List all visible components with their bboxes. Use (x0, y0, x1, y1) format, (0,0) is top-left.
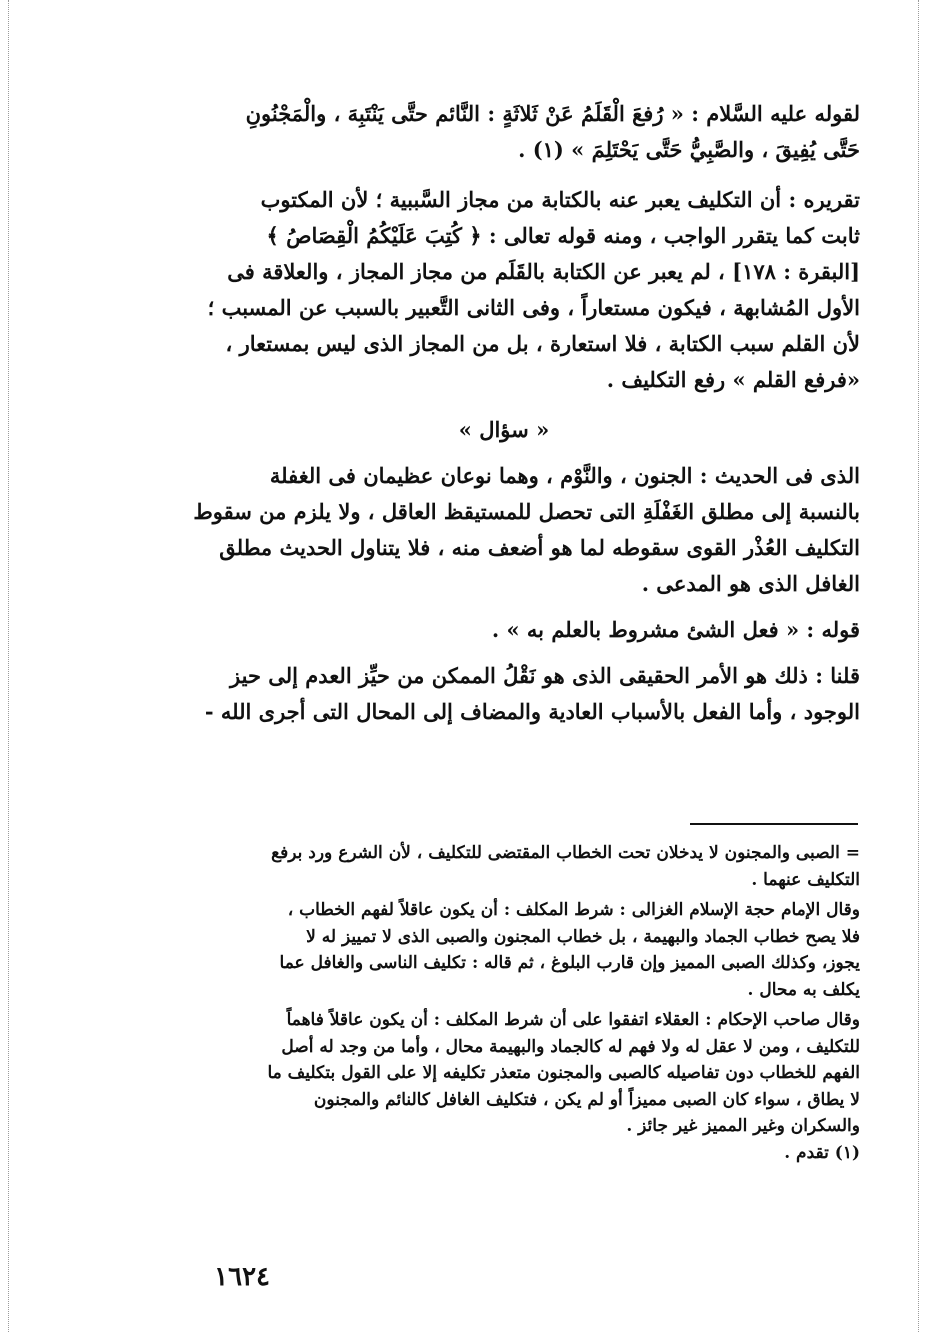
footnote-line: فلا يصح خطاب الجماد والبهيمة ، بل خطاب المجنون والصبى الذى لا تمييز له لا (306, 926, 860, 947)
paragraph-qulna (148, 658, 860, 730)
text-line: قوله : « فعل الشئ مشروط بالعلم به » . (491, 617, 860, 642)
heading-text: « سؤال » (458, 417, 550, 442)
text-line: التكليف العُذْر القوى سقوطه لما هو أضعف منه ، فلا يتناول الحديث مطلق (219, 535, 860, 560)
footnotes (148, 840, 860, 1166)
text-line: الوجود ، وأما الفعل بالأسباب العادية والمضاف إلى المحال التى أجرى الله - (204, 699, 860, 724)
footnote-line: يكلف به محال . (747, 979, 860, 1000)
footnote-line: التكليف عنهما . (751, 869, 860, 890)
footnote-line: للتكليف ، ومن لا عقل له ولا فهم له كالجماد والبهيمة محال ، وأما من وجد له أصل (281, 1036, 860, 1057)
footnote-line: لا يطاق ، سواء كان الصبى مميزاً أو لم يكن ، فتكليف الغافل كالنائم والمجنون (313, 1089, 860, 1110)
text-line: حَتَّى يُفِيقَ ، والصَّبِيُّ حَتَّى يَحْتَلِمَ » (١) . (518, 137, 860, 162)
left-margin-dotted-line (8, 0, 9, 1332)
text-line: «فرفع القلم » رفع التكليف . (606, 367, 860, 392)
text-line: لقوله عليه السَّلام : « رُفعَ الْقَلَمُ عَنْ ثَلاثَةٍ : النَّائم حتَّى يَنْتَبِهَ ، والْمَجْنُونِ (245, 101, 860, 126)
paragraph-question (148, 458, 860, 602)
main-text (148, 96, 860, 730)
text-line: الغافل الذى هو المدعى . (641, 571, 860, 596)
footnote-line: وقال الإمام حجة الإسلام الغزالى : شرط المكلف : أن يكون عاقلاً لفهم الخطاب ، (287, 900, 860, 920)
footnote-line: والسكران وغير المميز غير جائز . (626, 1116, 860, 1136)
footnote-line: الفهم للخطاب دون تفاصيله كالصبى والمجنون متعذر تكليفه إلا على القول بتكليف ما (267, 1063, 860, 1083)
text-line: لأن القلم سبب الكتابة ، فلا استعارة ، بل من المجاز الذى ليس بمستعار ، (225, 331, 860, 356)
section-heading (148, 412, 860, 448)
right-margin-dotted-line (918, 0, 919, 1332)
footnote-separator (690, 823, 858, 825)
text-line: الأول المُشابهة ، فيكون مستعاراً ، وفى الثانى التَّعبير بالسبب عن المسبب ؛ (207, 295, 860, 320)
footnote-line: يجوز، وكذلك الصبى المميز وإن قارب البلوغ ، ثم قاله : تكليف الناسى والغافل عما (279, 953, 860, 973)
text-line: بالنسبة إلى مطلق الغَفْلَةِ التى تحصل للمستيقظ العاقل ، ولا يلزم من سقوط (193, 499, 860, 524)
text-line: الذى فى الحديث : الجنون ، والنَّوْم ، وهما نوعان عظيمان فى الغفلة (269, 463, 860, 488)
paragraph-taqrir (148, 182, 860, 398)
footnote-line: وقال صاحب الإحكام : العقلاء اتفقوا على أن شرط المكلف : أن يكون عاقلاً فاهماً (286, 1010, 860, 1030)
paragraph-hadith (148, 96, 860, 168)
text-line: [البقرة : ١٧٨] ، لم يعبر عن الكتابة بالقَلَم من مجاز المجاز ، والعلاقة فى (227, 259, 860, 284)
footnote-line: = الصبى والمجنون لا يدخلان تحت الخطاب المقتضى للتكليف ، لأن الشرع ورد برفع (271, 843, 860, 863)
footnote-line: (١) تقدم . (784, 1142, 860, 1163)
text-line: تقريره : أن التكليف يعبر عنه بالكتابة من مجاز السَّببية ؛ لأن المكتوب (260, 187, 860, 212)
paragraph-qawluhu (148, 612, 860, 648)
page-number: ١٦٢٤ (214, 1262, 270, 1292)
text-line: قلنا : ذلك هو الأمر الحقيقى الذى هو نَقْلُ الممكن من حيِّز العدم إلى حيز (230, 663, 860, 688)
text-line: ثابت كما يتقرر الواجب ، ومنه قوله تعالى : ﴿ كُتِبَ عَلَيْكُمُ الْقِصَاصُ ﴾ (266, 223, 860, 248)
